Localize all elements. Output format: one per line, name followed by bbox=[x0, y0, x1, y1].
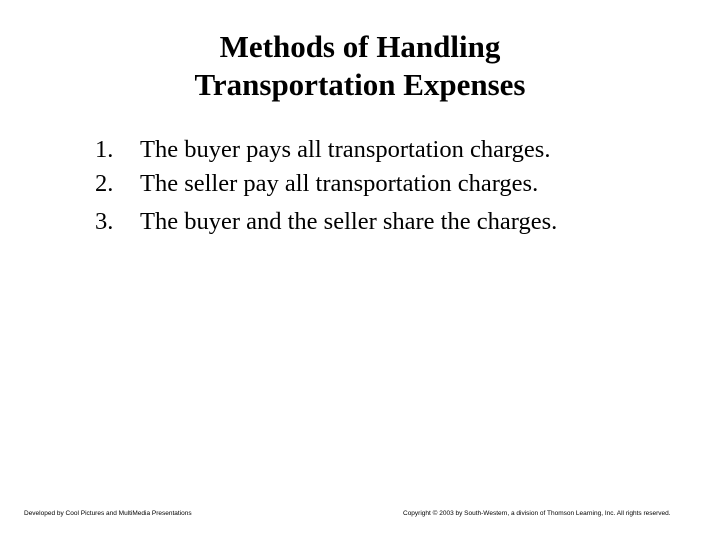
numbered-list bbox=[95, 133, 695, 239]
slide-title bbox=[0, 28, 720, 104]
list-item bbox=[95, 133, 695, 167]
footer-credit: Developed by Cool Pictures and MultiMedia Presentations bbox=[24, 510, 192, 517]
footer-copyright: Copyright © 2003 by South-Western, a division of Thomson Learning, Inc. All rights reserved. bbox=[403, 510, 671, 517]
list-item-text: The buyer pays all transportation charges. bbox=[140, 136, 551, 163]
slide-title-line-1: Methods of Handling bbox=[219, 29, 501, 64]
list-item bbox=[95, 167, 695, 201]
list-item-number: 1. bbox=[95, 136, 114, 163]
list-item-number: 2. bbox=[95, 170, 114, 197]
list-item-text: The seller pay all transportation charges. bbox=[140, 170, 539, 197]
list-item-text: The buyer and the seller share the charges. bbox=[140, 208, 558, 235]
list-item bbox=[95, 205, 695, 239]
slide-title-line-2: Transportation Expenses bbox=[194, 67, 526, 102]
list-item-number: 3. bbox=[95, 208, 114, 235]
